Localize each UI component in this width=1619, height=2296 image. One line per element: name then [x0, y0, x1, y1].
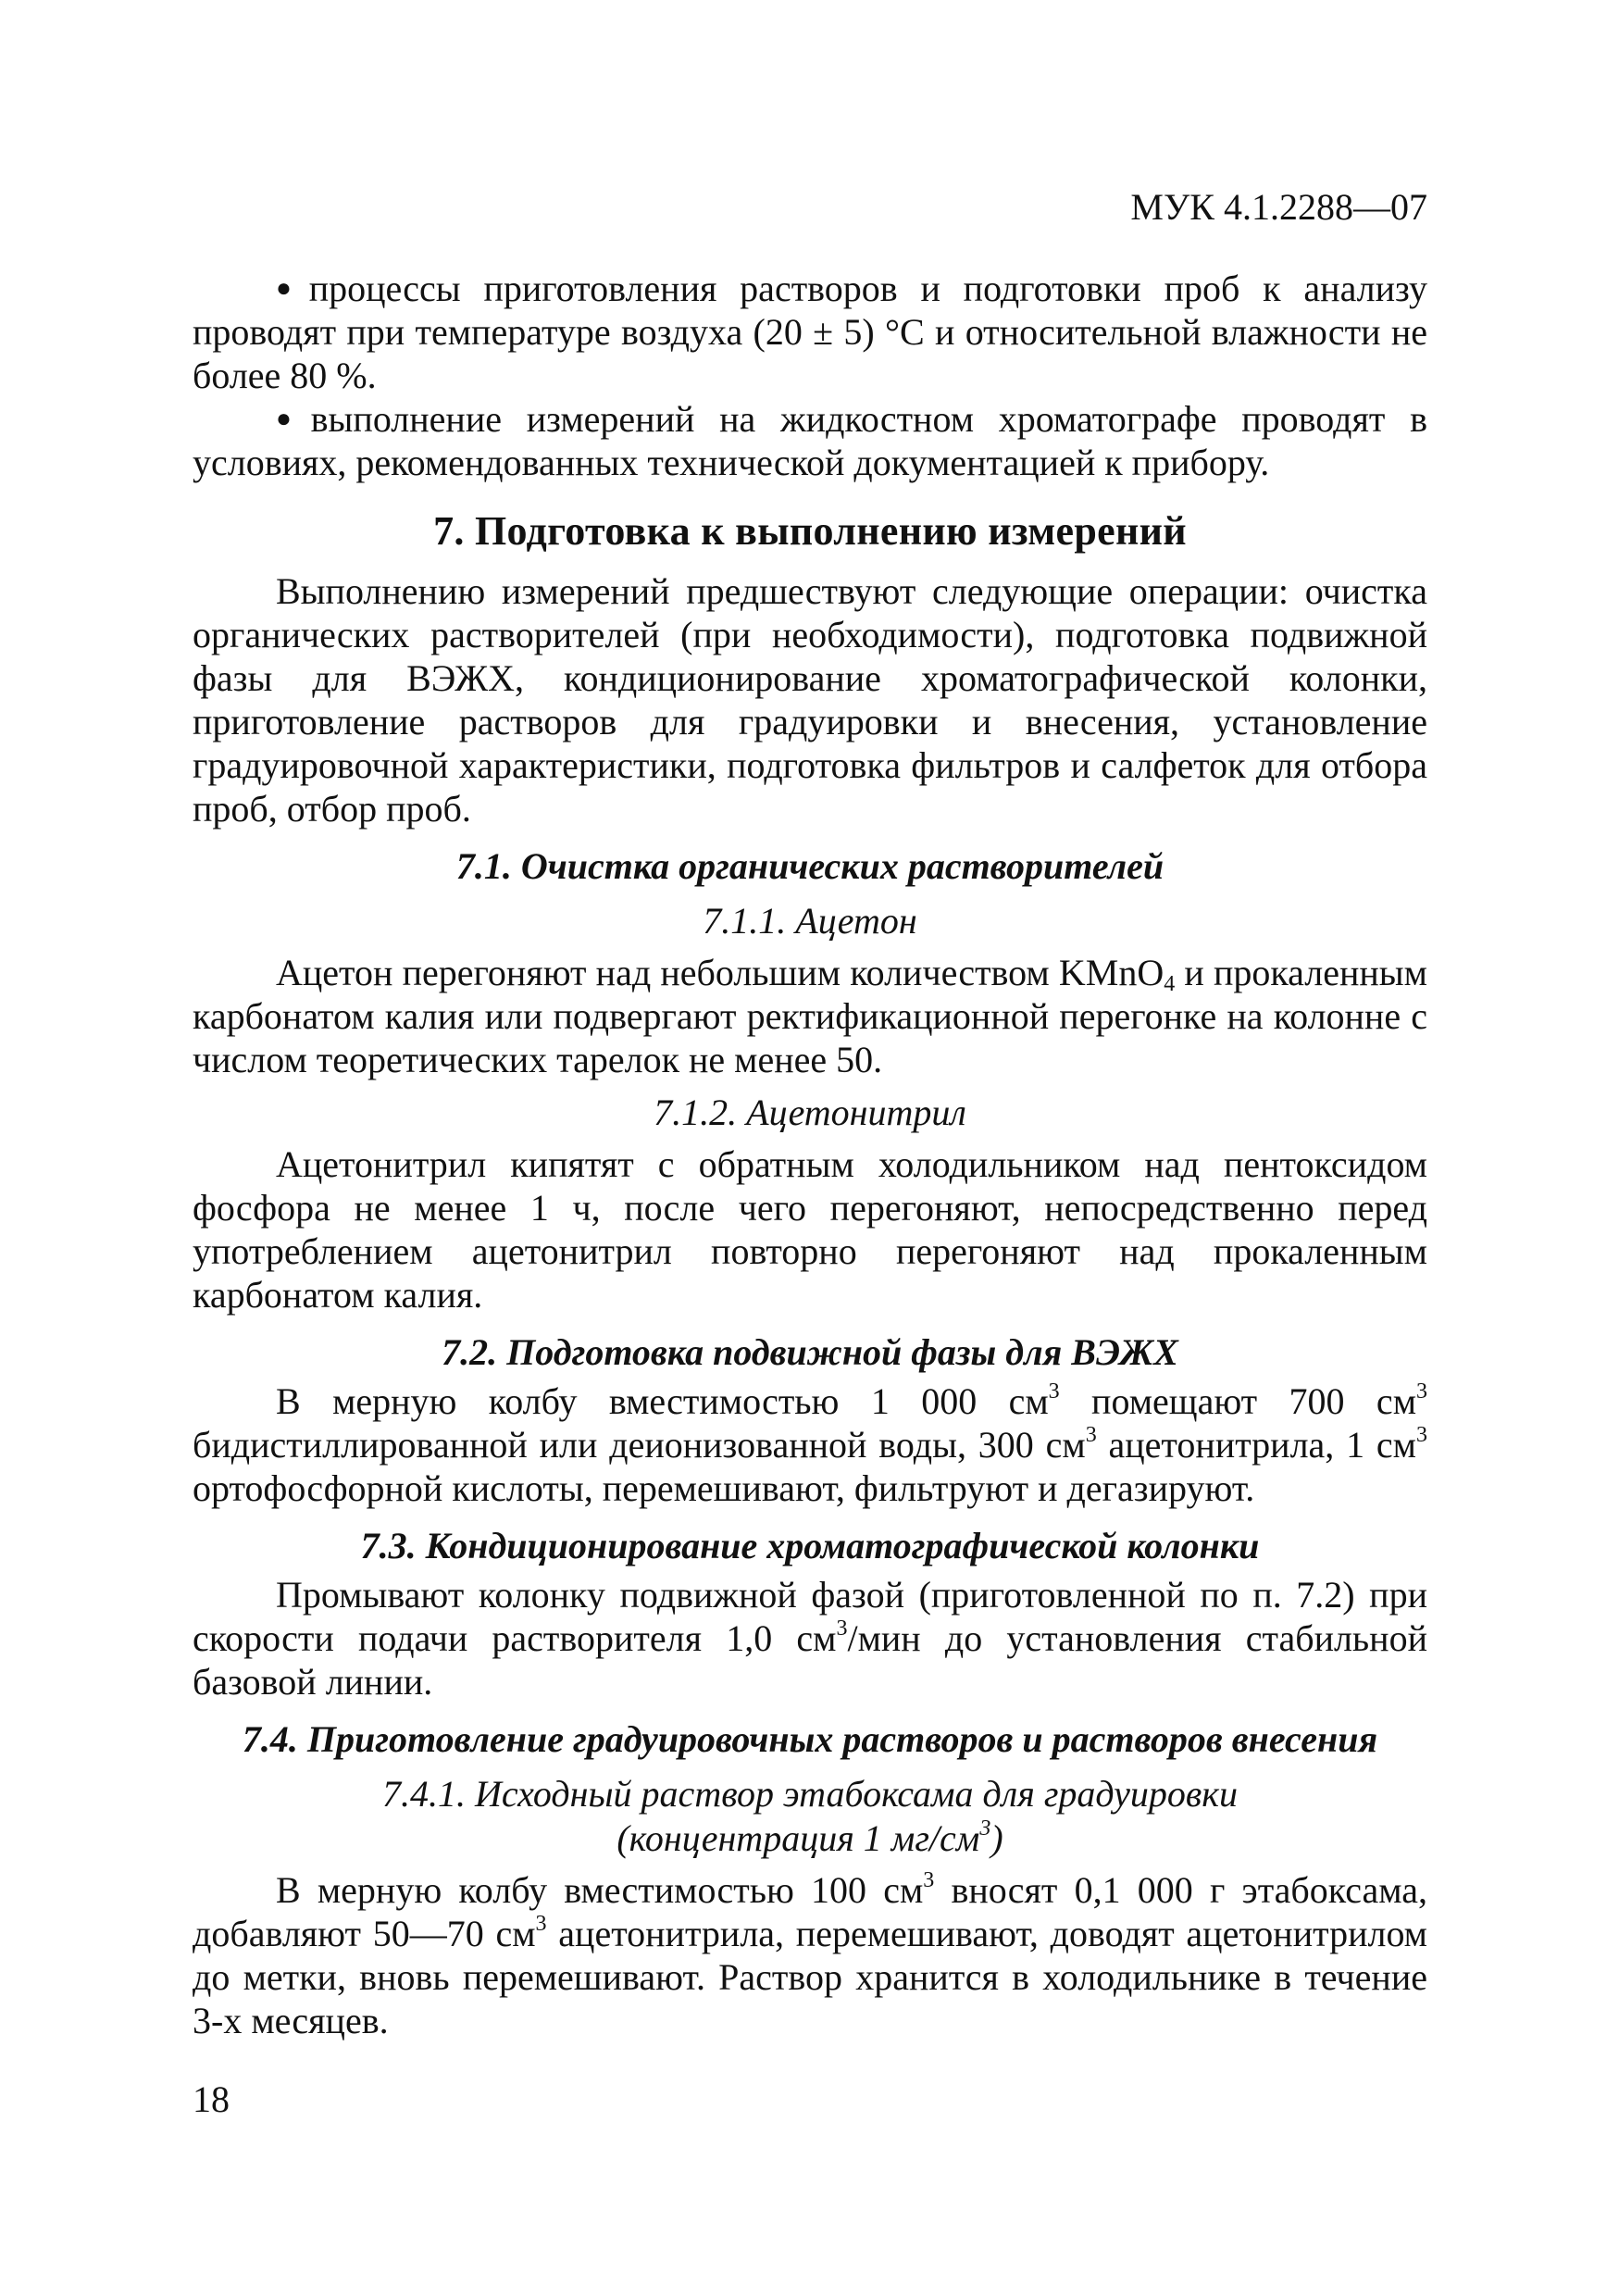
bullet-item: [193, 267, 1427, 397]
bullet-text: процессы приготовления растворов и подготовки проб к анализу проводят при температуре воздуха (20 ± 5) °С и относительной влажности не более 80 %.: [193, 268, 1427, 396]
subsection-7-4-1-heading-line1: 7.4.1. Исходный раствор этабоксама для градуировки: [382, 1773, 1238, 1815]
text-run: (концентрация 1 мг/см: [616, 1817, 980, 1859]
text-run: Ацетон перегоняют над небольшим количеством KMnO: [276, 952, 1164, 993]
superscript: 3: [535, 1912, 547, 1936]
page-content: [193, 267, 1427, 2042]
subsection-7-3-text: [193, 1573, 1427, 1703]
text-run: Промывают колонку подвижной фазой (приготовленной по п. 7.2) при скорости подачи растворителя 1,0 см: [193, 1574, 1427, 1659]
subsection-7-4-1-heading-line2: [193, 1816, 1427, 1861]
superscript: 3: [923, 1868, 935, 1892]
subsection-7-1-2-text: Ацетонитрил кипятят с обратным холодильником над пентоксидом фосфора не менее 1 ч, после чего перегоняют, непосредственно перед употреблением ацетонитрил повторно перегоняют над прокаленным карбонатом калия.: [193, 1143, 1427, 1316]
page-number: 18: [193, 2078, 230, 2120]
bullet-icon: ●: [276, 405, 307, 433]
text-run: В мерную колбу вместимостью 100 см: [276, 1869, 924, 1911]
subscript: 4: [1164, 972, 1176, 996]
text-run: /мин до установления стабильной базовой линии.: [193, 1617, 1427, 1703]
section-7-heading: 7. Подготовка к выполнению измерений: [433, 508, 1187, 554]
text-run: В мерную колбу вместимостью 1 000 см: [276, 1380, 1049, 1422]
section-7-intro: Выполнению измерений предшествуют следующие операции: очистка органических растворителей (при необходимости), подготовка подвижной фазы для ВЭЖХ, кондиционирование хроматографической колонки, приготовление растворов для градуировки и внесения, установление градуировочной характеристики, подготовка фильтров и салфеток для отбора проб, отбор проб.: [193, 570, 1427, 830]
document-code: МУК 4.1.2288—07: [1130, 186, 1427, 228]
subsection-7-1-1-text: [193, 951, 1427, 1081]
bullet-icon: ●: [276, 274, 305, 303]
bullet-text: выполнение измерений на жидкостном хроматографе проводят в условиях, рекомендованных технической документацией к прибору.: [193, 398, 1427, 483]
text-run: вносят 0,1 000 г этабоксама, добавляют 50—70 см: [193, 1869, 1428, 1954]
subsection-7-3-heading: 7.3. Кондиционирование хроматографической колонки: [360, 1525, 1260, 1566]
superscript: 3: [836, 1616, 848, 1641]
text-run: ацетонитрила, 1 см: [1096, 1424, 1416, 1466]
superscript: 3: [1416, 1423, 1427, 1447]
subsection-7-4-1-text: [193, 1868, 1427, 2042]
superscript: 3: [1048, 1379, 1060, 1404]
superscript: 3: [1416, 1379, 1428, 1404]
text-run: ): [990, 1817, 1003, 1859]
superscript: 3: [1085, 1423, 1097, 1447]
superscript: 3: [979, 1816, 991, 1841]
subsection-7-4-heading: 7.4. Приготовление градуировочных растворов и растворов внесения: [242, 1718, 1378, 1760]
bullet-item: [193, 397, 1427, 484]
text-run: ацетонитрила, перемешивают, доводят ацетонитрилом до метки, вновь перемешивают. Раствор хранится в холодильнике в течение 3-х месяцев.: [193, 1913, 1427, 2041]
text-run: бидистиллированной или деионизованной воды, 300 см: [193, 1424, 1086, 1466]
subsection-7-1-2-heading: 7.1.2. Ацетонитрил: [654, 1092, 966, 1133]
subsection-7-2-heading: 7.2. Подготовка подвижной фазы для ВЭЖХ: [442, 1331, 1178, 1373]
subsection-7-1-heading: 7.1. Очистка органических растворителей: [455, 845, 1164, 887]
text-run: ортофосфорной кислоты, перемешивают, фильтруют и дегазируют.: [193, 1467, 1255, 1509]
document-page: [193, 0, 1427, 2296]
subsection-7-1-1-heading: 7.1.1. Ацетон: [703, 900, 917, 942]
text-run: помещают 700 см: [1059, 1380, 1417, 1422]
subsection-7-2-text: [193, 1379, 1427, 1510]
text-run: и прокаленным карбонатом калия или подвергают ректификационной перегонке на колонне с числом теоретических тарелок не менее 50.: [193, 952, 1427, 1080]
